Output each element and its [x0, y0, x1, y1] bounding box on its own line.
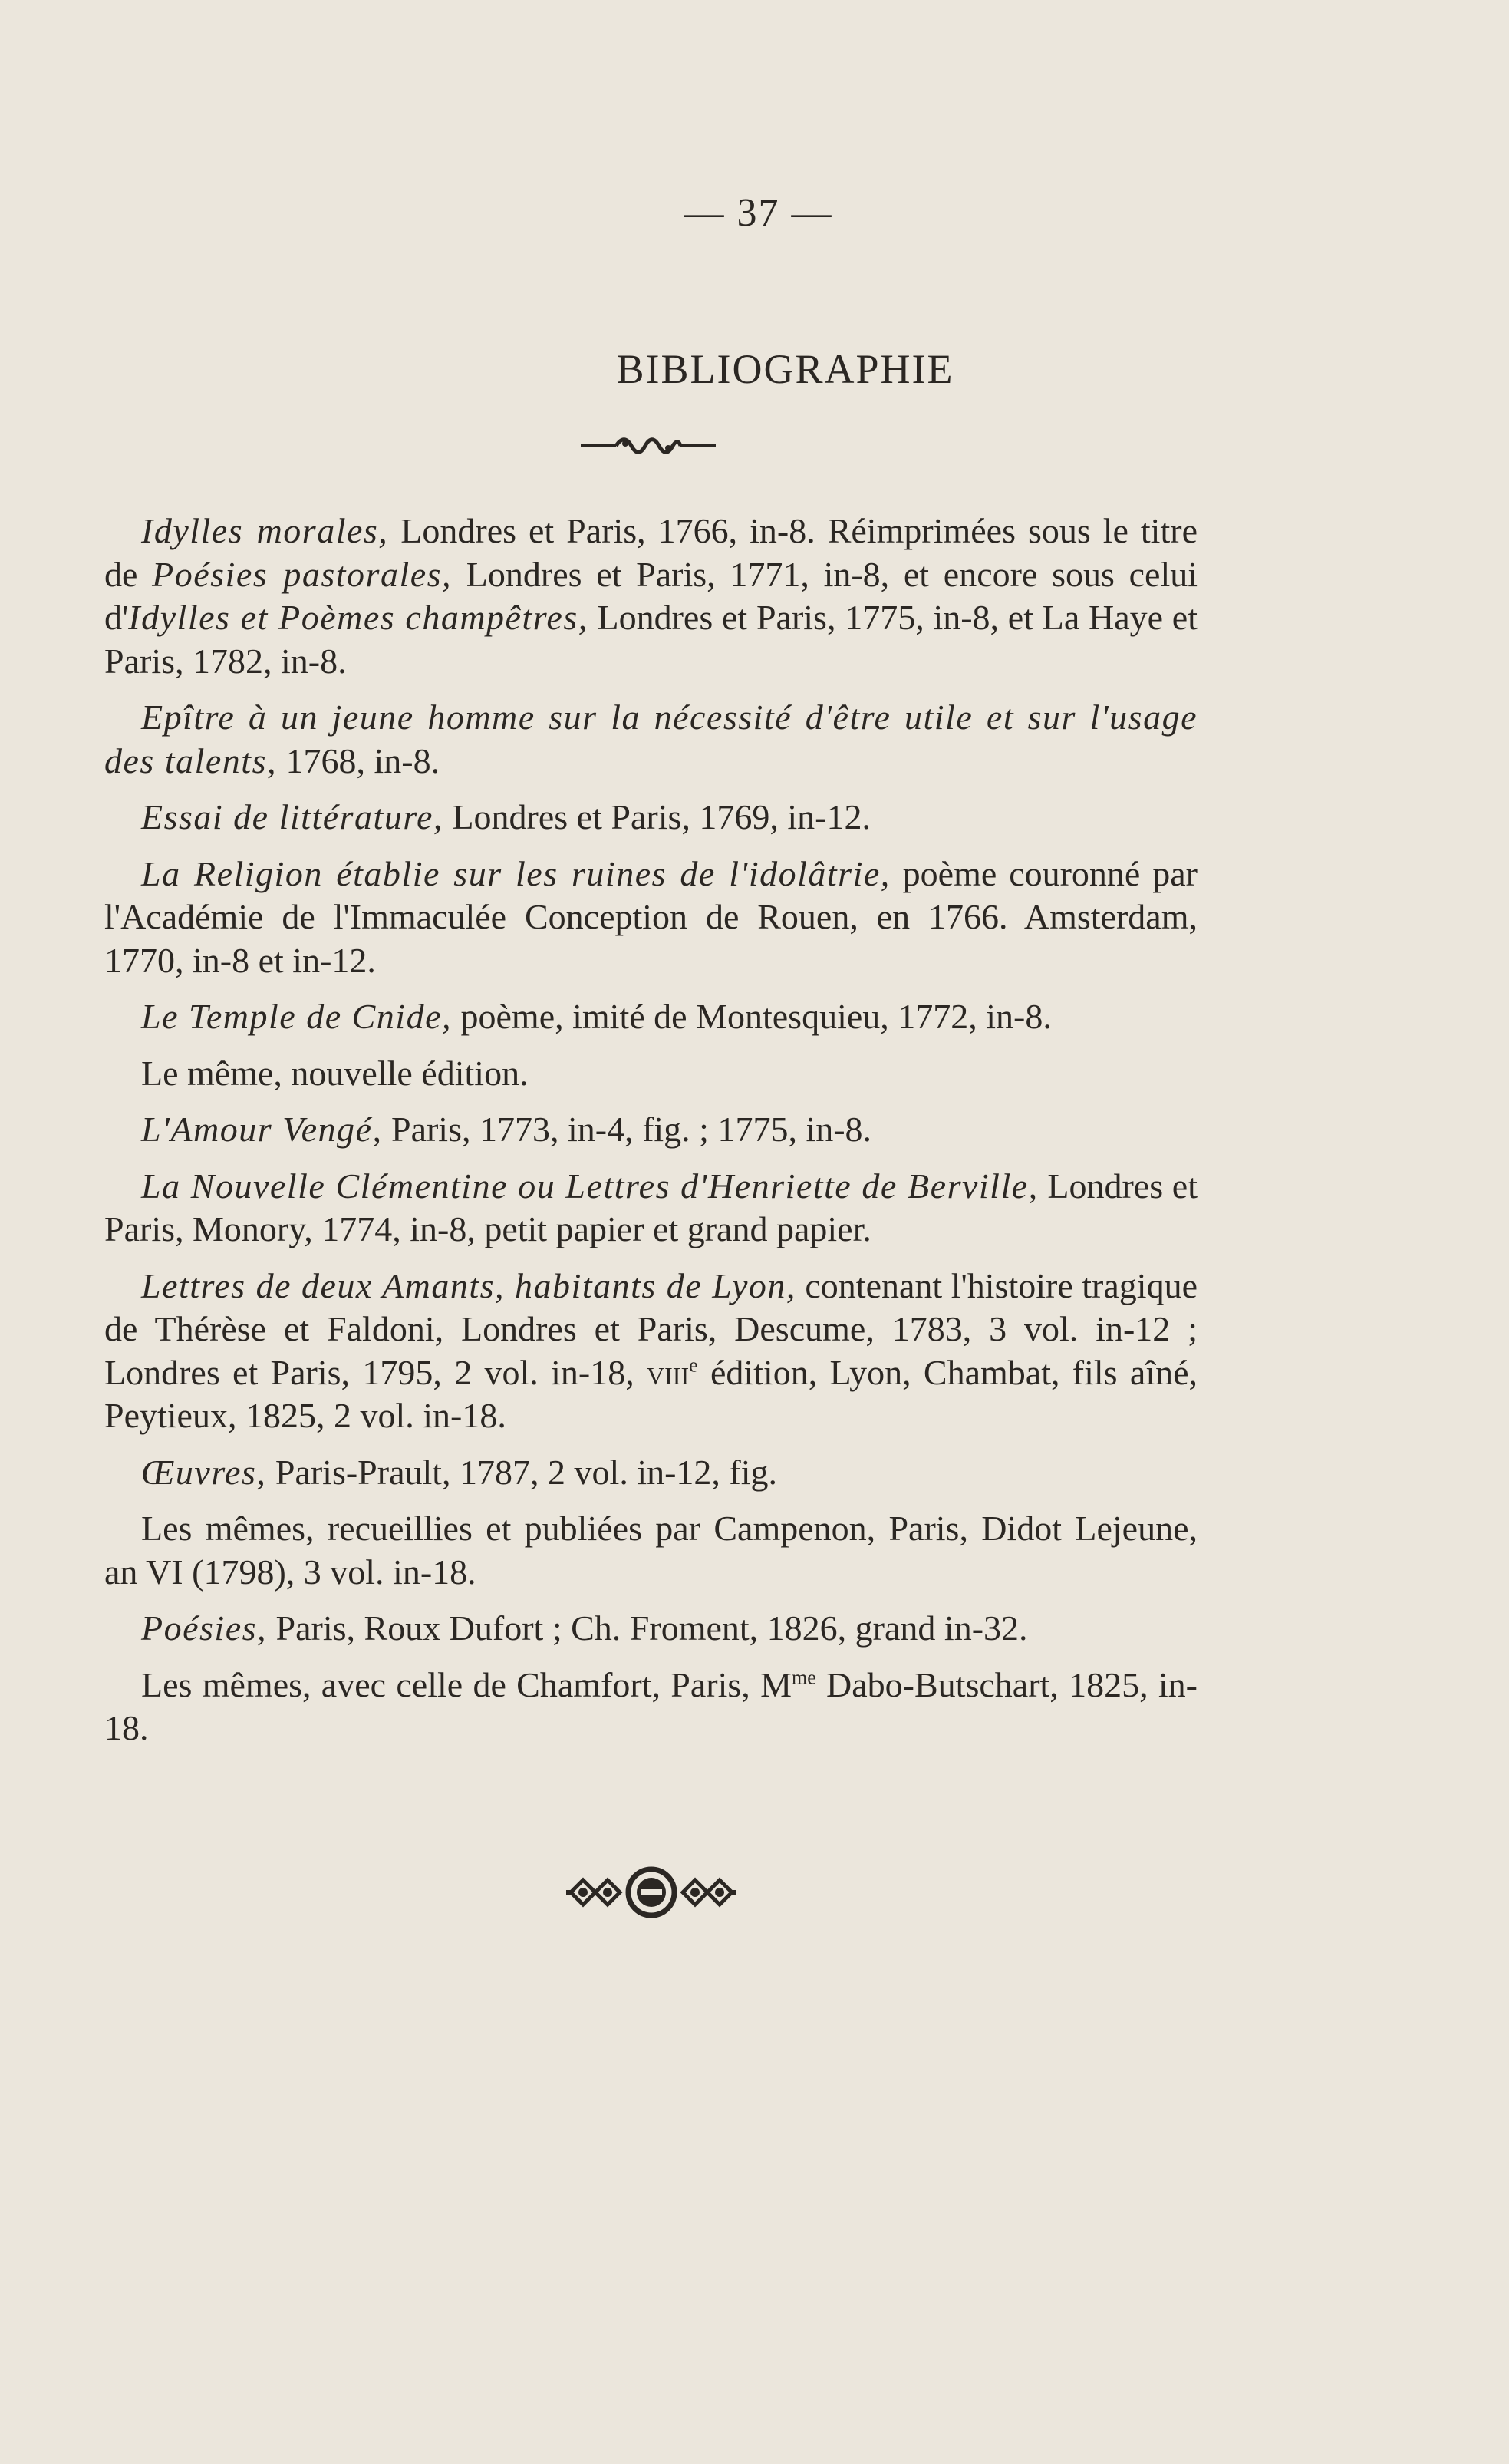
entry-details: Paris, 1773, in-4, fig. ; 1775, in-8. [382, 1110, 872, 1149]
entry-details: 1768, in-8. [276, 741, 440, 780]
work-title: Œuvres, [141, 1452, 267, 1492]
entry-details: poème couronné par l'Académie de l'Immaculée Conception de Rouen, en 1766. Amsterdam, 1770, in-8 et in-12. [104, 853, 1198, 980]
entry-details: Les mêmes, recueillies et publiées par Campenon, Paris, Didot Lejeune, an VI (1798), 3 vol. in-18. [104, 1509, 1198, 1592]
page-title: BIBLIOGRAPHIE [616, 346, 954, 392]
fleuron-tailpiece-icon [566, 1865, 736, 1920]
work-title: Lettres de deux Amants, habitants de Lyon, [141, 1265, 796, 1305]
superscript: me [791, 1666, 816, 1689]
work-title: Le Temple de Cnide, [141, 997, 452, 1036]
work-title: Idylles morales, [141, 511, 389, 550]
work-title: La Nouvelle Clémentine ou Lettres d'Henriette de Berville, [141, 1166, 1039, 1206]
entry-details: Paris, Roux Dufort ; Ch. Froment, 1826, grand in-32. [267, 1608, 1028, 1648]
entry-details: Le même, nouvelle édition. [141, 1053, 529, 1093]
entry-details: Londres et Paris, 1766, in-8. Réimprimées sous le titre de [104, 511, 1198, 594]
edition-numeral: viii [647, 1352, 690, 1392]
bibliography-entry [104, 1052, 1198, 1096]
bibliography-entry [104, 1451, 1198, 1495]
entry-details: édition, Lyon, Chambat, fils aîné, Peytieux, 1825, 2 vol. in-18. [104, 1352, 1198, 1435]
entry-details: Londres et Paris, Monory, 1774, in-8, petit papier et grand papier. [104, 1166, 1198, 1248]
work-title: Epître à un jeune homme sur la nécessité d'être utile et sur l'usage des talents, [104, 698, 1198, 780]
entry-details: Londres et Paris, 1775, in-8, et La Haye et Paris, 1782, in-8. [104, 598, 1198, 681]
entry-details: Dabo-Butschart, 1825, in-18. [104, 1664, 1198, 1747]
entry-details: contenant l'histoire tragique de Thérèse et Faldoni, Londres et Paris, Descume, 1783, 3 vol. in-12 ; Londres et Paris, 1795, 2 vol. in-18, [104, 1265, 1198, 1392]
work-title: Essai de littérature, [141, 797, 443, 836]
bibliography-entry [104, 853, 1198, 983]
bibliography-entry [104, 796, 1198, 839]
bibliography-entry [104, 696, 1198, 783]
bibliography-entry [104, 510, 1198, 683]
work-title: Poésies pastorales, [152, 554, 453, 594]
bibliography-entry [104, 1507, 1198, 1594]
work-title: L'Amour Vengé, [141, 1110, 383, 1149]
bibliography-entry [104, 1165, 1198, 1252]
superscript: e [689, 1354, 698, 1377]
work-title: La Religion établie sur les ruines de l'idolâtrie, [141, 853, 891, 893]
entry-details: poème, imité de Montesquieu, 1772, in-8. [452, 997, 1052, 1036]
entry-details: Paris-Prault, 1787, 2 vol. in-12, fig. [266, 1452, 778, 1492]
work-title: Poésies, [141, 1608, 268, 1648]
bibliography-entry [104, 1607, 1198, 1651]
entry-details: Les mêmes, avec celle de Chamfort, Paris, M [141, 1664, 792, 1704]
page-number: — 37 — [684, 191, 833, 235]
bibliography-entry [104, 1664, 1198, 1750]
bibliography-list [104, 510, 1198, 1763]
work-title: Idylles et Poèmes champêtres, [128, 598, 588, 637]
entry-details: Londres et Paris, 1769, in-12. [443, 797, 871, 836]
entry-details: Londres et Paris, 1771, in-8, et encore sous celui d' [104, 554, 1198, 637]
bibliography-entry [104, 1265, 1198, 1438]
bibliography-entry [104, 1108, 1198, 1152]
wavy-fleuron-rule-icon [579, 434, 717, 457]
bibliography-entry [104, 995, 1198, 1039]
